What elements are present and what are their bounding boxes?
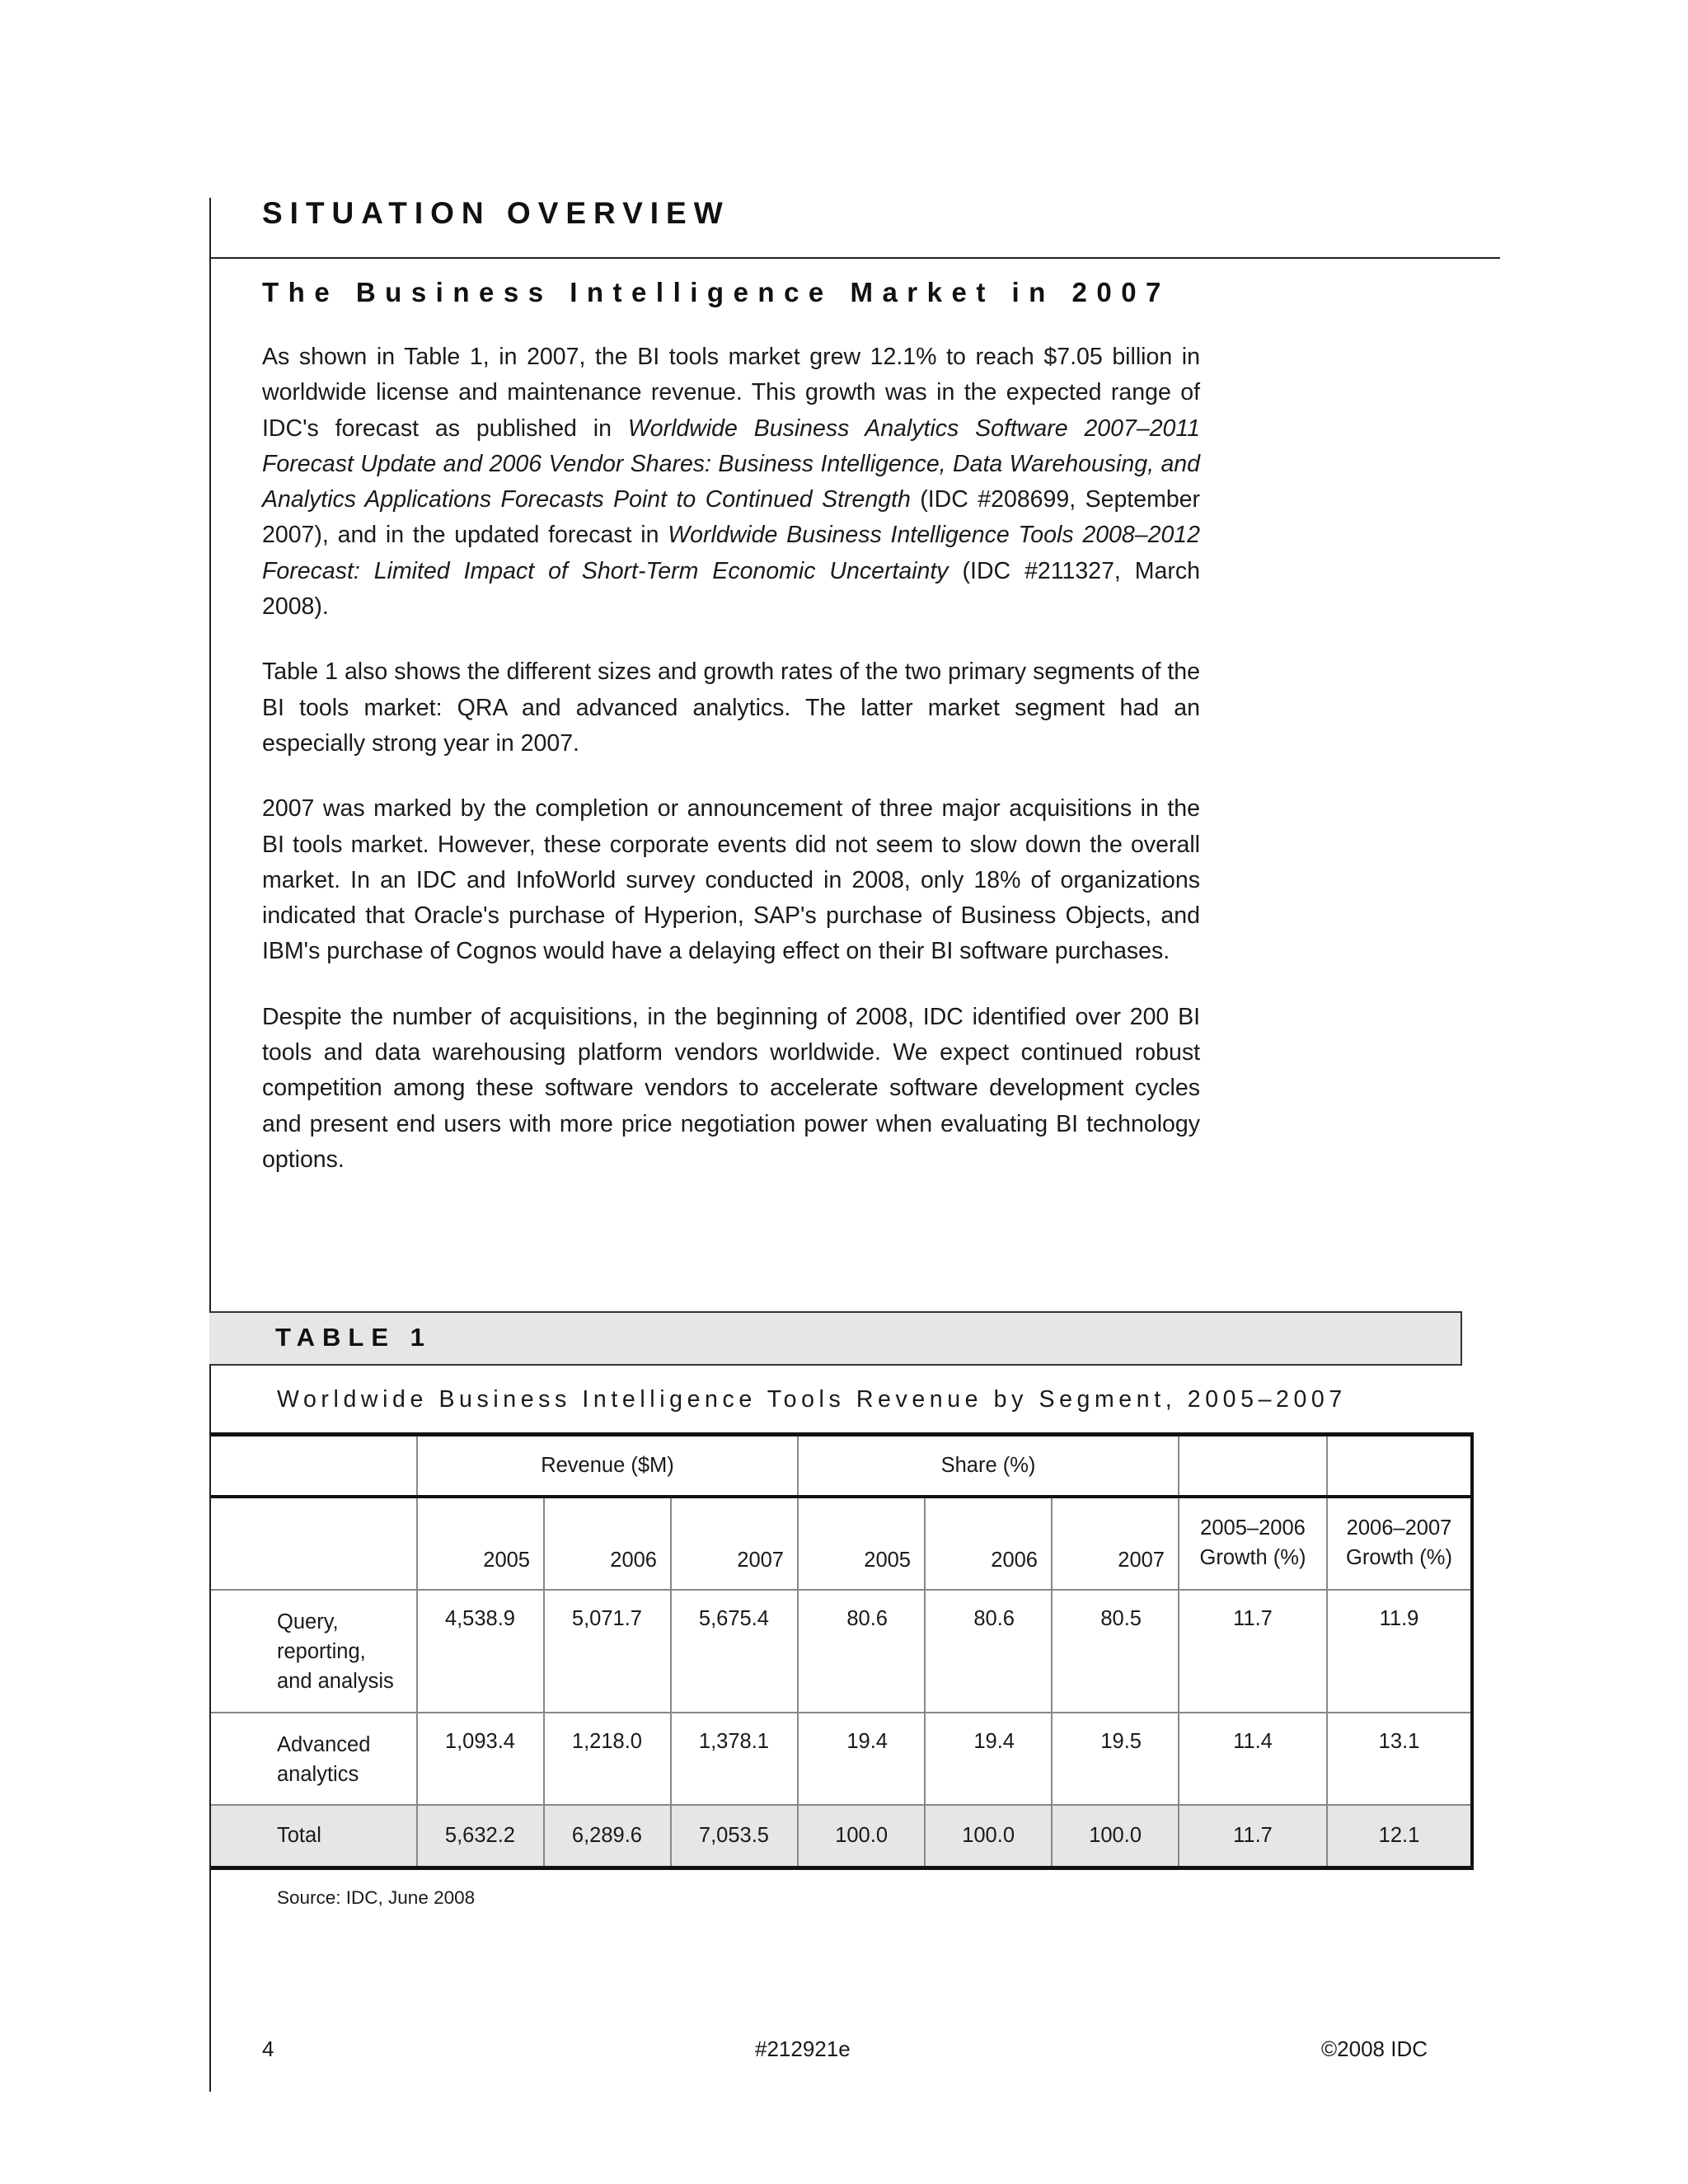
paragraph-1-part-c: (IDC #208699, September 2007), and in the updated forecast in <box>262 486 1201 549</box>
row-label <box>211 1590 417 1713</box>
year-header: 2005 <box>417 1497 544 1590</box>
year-header: 2007 <box>671 1497 798 1590</box>
empty-header-cell <box>211 1435 417 1497</box>
share-cell: 100.0 <box>925 1805 1052 1868</box>
share-cell: 80.6 <box>798 1590 925 1713</box>
year-header: 2007 <box>1052 1497 1179 1590</box>
growth-cell: 13.1 <box>1327 1713 1472 1805</box>
share-cell: 100.0 <box>1052 1805 1179 1868</box>
report-title-1: Worldwide Business Analytics Software 2007–2011 Forecast Update and 2006 Vendor Shares: Business Intelligence, Data Warehousing, and Analytics Applications Forecasts Point to Continued Strength <box>262 415 1200 513</box>
report-title-2: Worldwide Business Intelligence Tools 2008–2012 Forecast: Limited Impact of Short-Term Economic Uncertainty <box>262 522 1201 584</box>
revenue-cell: 5,632.2 <box>417 1805 544 1868</box>
growth-cell: 11.7 <box>1179 1590 1327 1713</box>
share-cell: 100.0 <box>798 1805 925 1868</box>
row-label-line: Query, <box>277 1610 339 1633</box>
share-cell: 80.5 <box>1052 1590 1179 1713</box>
subsection-title: The Business Intelligence Market in 2007 <box>262 277 1170 307</box>
growth-cell: 11.4 <box>1179 1713 1327 1805</box>
revenue-cell: 1,378.1 <box>671 1713 798 1805</box>
year-header: 2006 <box>544 1497 671 1590</box>
paragraph-4: Despite the number of acquisitions, in the beginning of 2008, IDC identified over 200 BI tools and data warehousing platform vendors worldwide. We expect continued robust competition among these software vendors to accelerate software development cycles and present end users with more price negotiation power when evaluating BI technology options. <box>262 1003 1200 1173</box>
empty-header-cell <box>1327 1435 1472 1497</box>
growth-cell: 11.7 <box>1179 1805 1327 1868</box>
share-cell: 19.4 <box>798 1713 925 1805</box>
document-id: #212921e <box>755 2036 851 2061</box>
empty-header-cell <box>211 1497 417 1590</box>
growth-header-line: 2005–2006 <box>1200 1516 1306 1540</box>
growth-header-line: 2006–2007 <box>1346 1516 1452 1540</box>
row-label: Total <box>211 1805 417 1868</box>
growth-header-line: Growth (%) <box>1346 1545 1452 1569</box>
revenue-cell: 5,675.4 <box>671 1590 798 1713</box>
table-caption: Worldwide Business Intelligence Tools Revenue by Segment, 2005–2007 <box>277 1386 1347 1413</box>
revenue-cell: 1,218.0 <box>544 1713 671 1805</box>
revenue-cell: 7,053.5 <box>671 1805 798 1868</box>
paragraph-1 <box>262 340 1200 625</box>
revenue-cell: 6,289.6 <box>544 1805 671 1868</box>
row-label-line: Advanced <box>277 1732 371 1756</box>
growth-header-line: Growth (%) <box>1199 1545 1306 1569</box>
table-source-note: Source: IDC, June 2008 <box>277 1887 476 1908</box>
section-title: SITUATION OVERVIEW <box>262 196 730 230</box>
paragraph-1-part-e: (IDC #211327, March 2008). <box>262 557 1200 621</box>
share-cell: 80.6 <box>925 1590 1052 1713</box>
growth-cell: 11.9 <box>1327 1590 1472 1713</box>
revenue-cell: 5,071.7 <box>544 1590 671 1713</box>
year-header: 2006 <box>925 1497 1052 1590</box>
empty-header-cell <box>1179 1435 1327 1497</box>
revenue-cell: 1,093.4 <box>417 1713 544 1805</box>
table-label: TABLE 1 <box>275 1323 432 1352</box>
growth-header <box>1327 1497 1472 1590</box>
table-banner <box>209 1311 1462 1366</box>
share-group-header: Share (%) <box>798 1435 1179 1497</box>
table-row <box>211 1590 1472 1713</box>
year-header-row <box>211 1497 1472 1590</box>
body-text <box>262 340 1200 1207</box>
section-divider <box>209 257 1500 259</box>
table-row <box>211 1713 1472 1805</box>
row-label-line: and analysis <box>277 1669 394 1693</box>
share-cell: 19.4 <box>925 1713 1052 1805</box>
revenue-cell: 4,538.9 <box>417 1590 544 1713</box>
growth-header <box>1179 1497 1327 1590</box>
growth-cell: 12.1 <box>1327 1805 1472 1868</box>
group-header-row <box>211 1435 1472 1497</box>
row-label-line: analytics <box>277 1762 359 1786</box>
copyright-notice: ©2008 IDC <box>1321 2036 1428 2061</box>
paragraph-2: Table 1 also shows the different sizes and growth rates of the two primary segments of the BI tools market: QRA and advanced analytics. The latter market segment had an especially strong year in 2007. <box>262 658 1200 757</box>
share-cell: 19.5 <box>1052 1713 1179 1805</box>
revenue-group-header: Revenue ($M) <box>417 1435 798 1497</box>
paragraph-3: 2007 was marked by the completion or announcement of three major acquisitions in the BI tools market. However, these corporate events did not seem to slow down the overall market. In an IDC and InfoWorld survey conducted in 2008, only 18% of organizations indicated that Oracle's purchase of Hyperion, SAP's purchase of Business Objects, and IBM's purchase of Cognos would have a delaying effect on their BI software purchases. <box>262 795 1200 965</box>
row-label-line: reporting, <box>277 1639 366 1663</box>
revenue-table <box>211 1432 1474 1870</box>
page-number: 4 <box>262 2036 274 2061</box>
paragraph-1-part-a: As shown in Table 1, in 2007, the BI tools market grew 12.1% to reach $7.05 billion in worldwide license and maintenance revenue. This growth was in the expected range of IDC's forecast as published in <box>262 344 1200 442</box>
row-label <box>211 1713 417 1805</box>
total-row <box>211 1805 1472 1868</box>
year-header: 2005 <box>798 1497 925 1590</box>
